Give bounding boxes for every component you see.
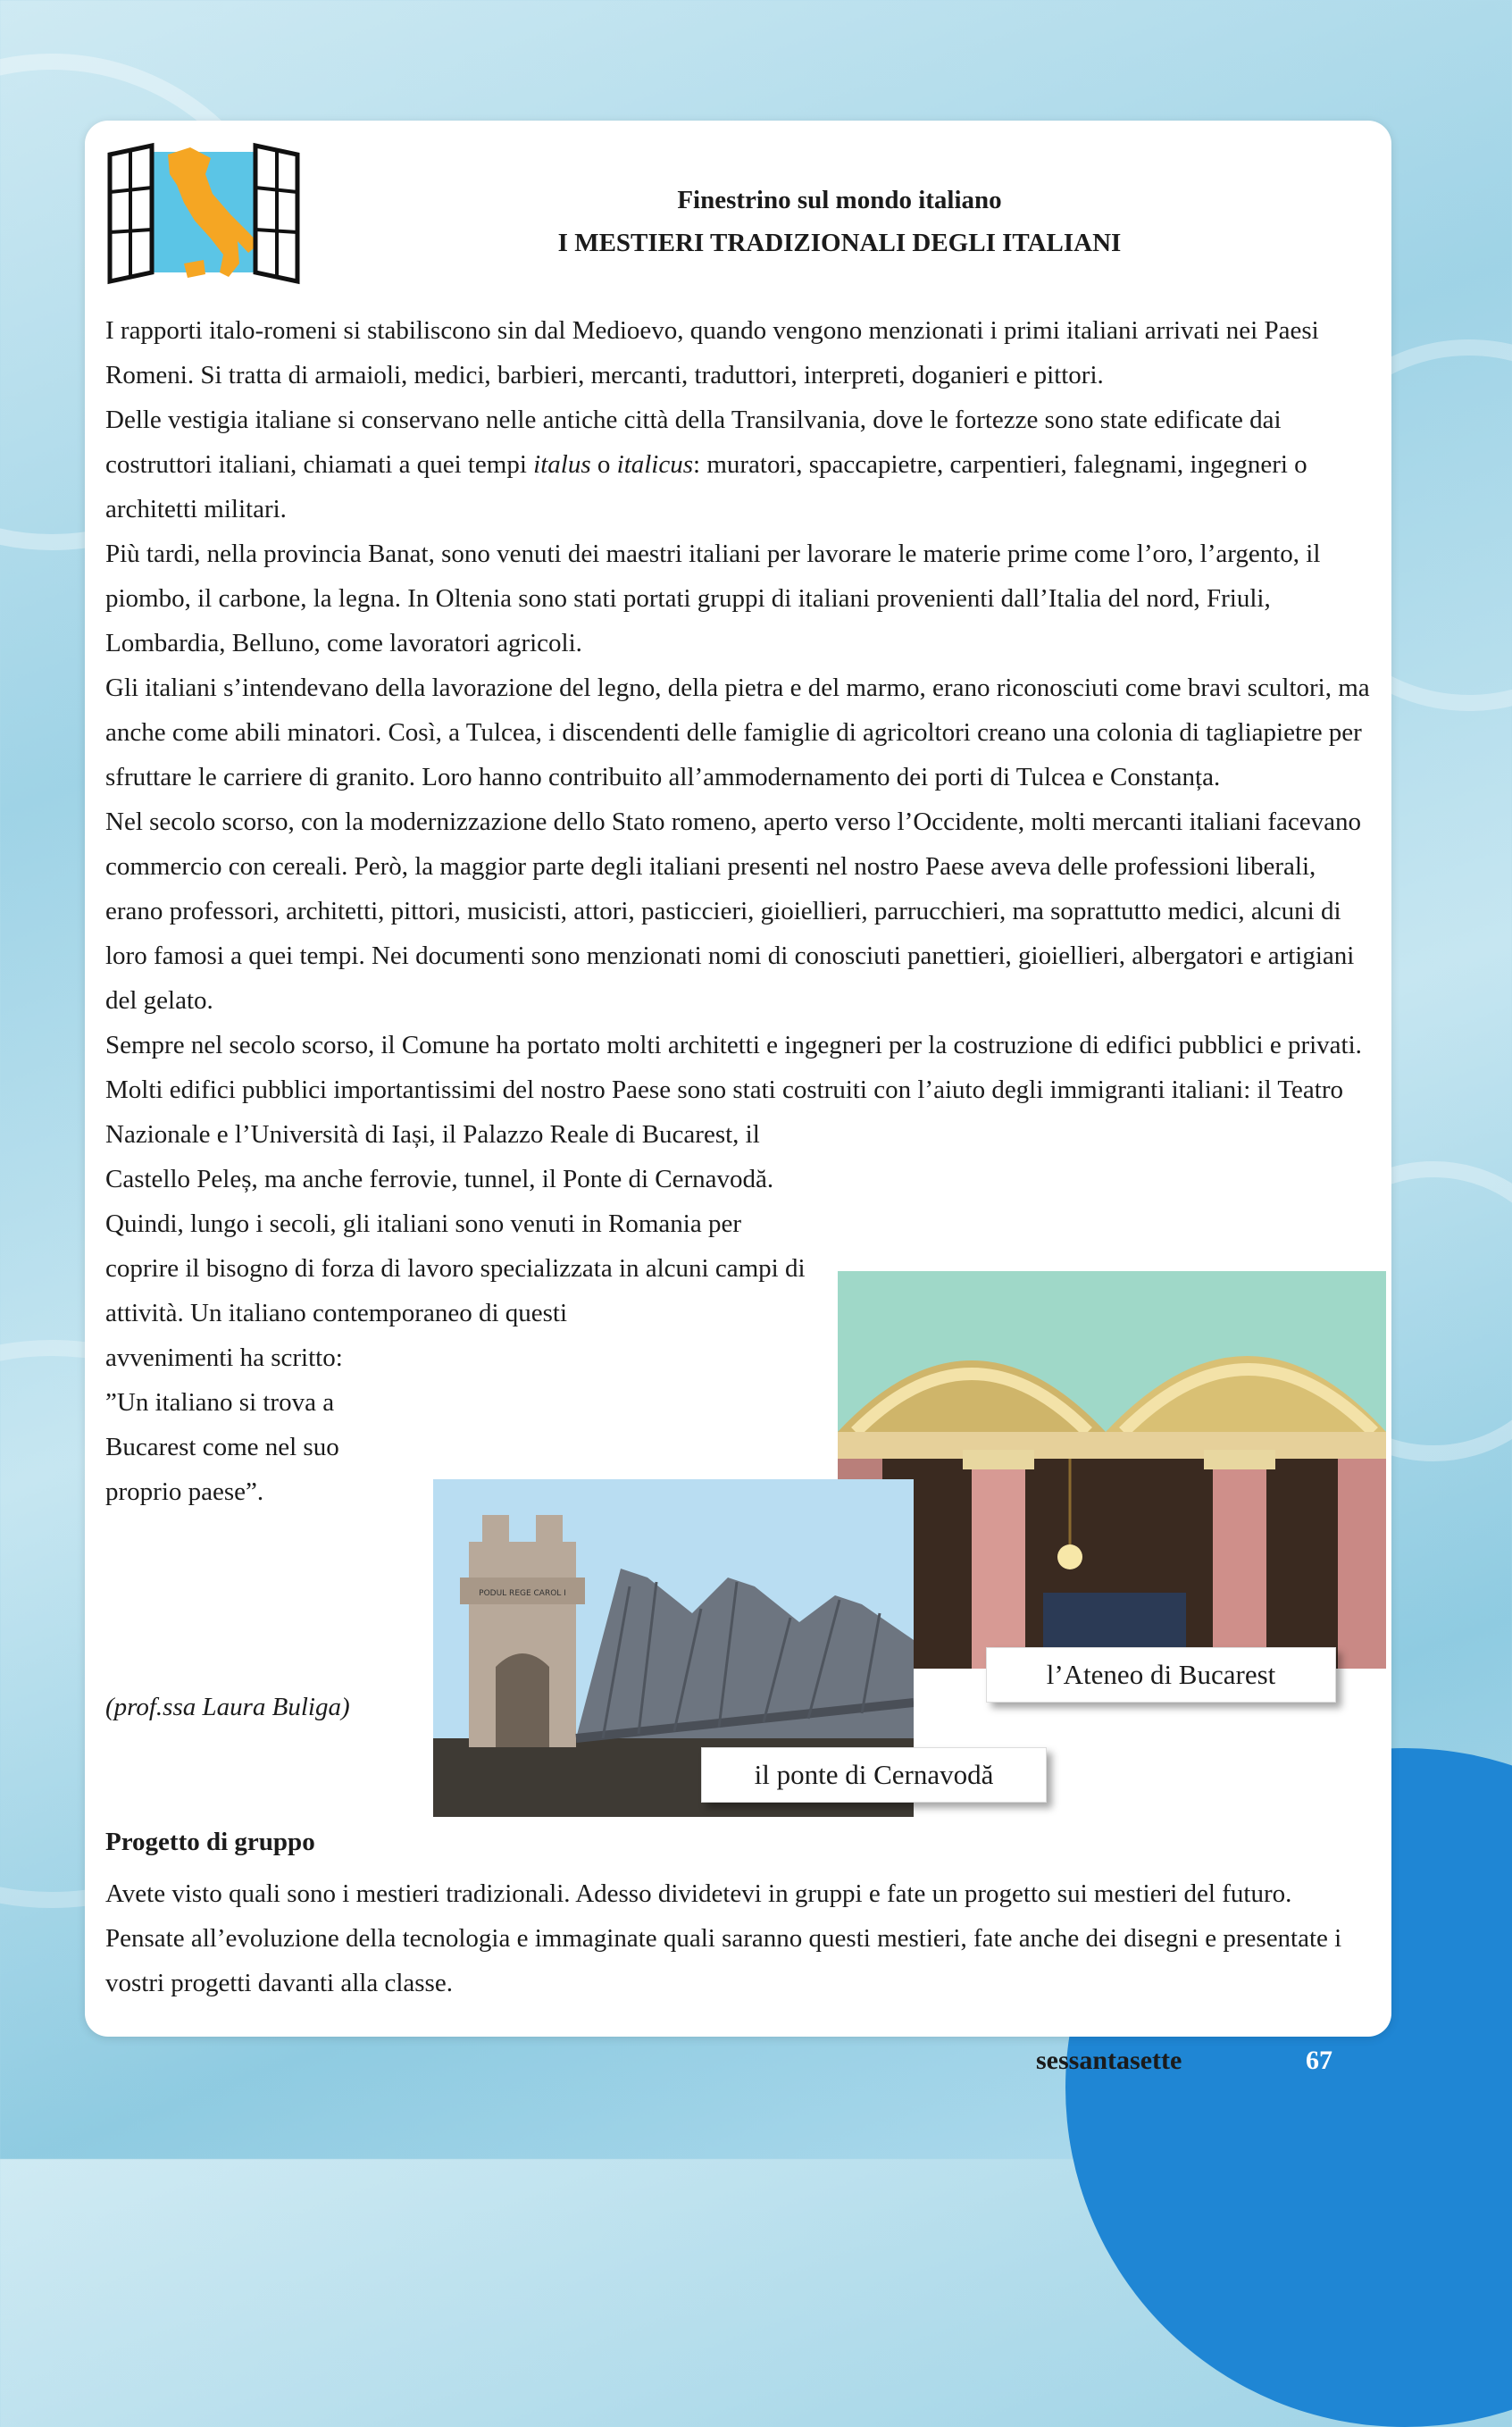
header-title: I MESTIERI TRADIZIONALI DEGLI ITALIANI [557, 229, 1122, 257]
project-title: Progetto di gruppo [105, 1828, 315, 1856]
paragraph: Nel secolo scorso, con la modernizzazione dello Stato romeno, aperto verso l’Occidente, molti mercanti italiani facevano commercio con cereali. Però, la maggior parte degli italiani presenti nel nostro Paese aveva delle professioni liberali, erano professori, architetti, pittori, musicisti, attori, pasticcieri, gioiellieri, parrucchieri, ma soprattutto medici, alcuni di loro famosi a quei tempi. Nei documenti sono menzionati nomi di conosciuti panettieri, gioiellieri, albergatori e artigiani del gelato. [105, 808, 1361, 1015]
ateneo-caption: l’Ateneo di Bucarest [986, 1647, 1336, 1703]
paragraph: Quindi, lungo i secoli, gli italiani sono venuti in Romania per coprire il bisogno di forza di lavoro specializzata in alcuni campi di attività. Un italiano contemporaneo di questi [105, 1209, 806, 1327]
page-number: 67 [1306, 2046, 1332, 2075]
paragraph: Più tardi, nella provincia Banat, sono venuti dei maestri italiani per lavorare le materie prime come l’oro, l’argento, il piombo, il carbone, la legna. In Oltenia sono stati portati gruppi di italiani provenienti dall’Italia del nord, Friuli, Lombardia, Belluno, come lavoratori agricoli. [105, 540, 1321, 657]
italy-window-icon [105, 138, 302, 295]
page-header [447, 179, 1232, 264]
header-subtitle: Finestrino sul mondo italiano [677, 186, 1002, 214]
paragraph: Delle vestigia italiane si conservano nelle antiche città della Transilvania, dove le fortezze sono state edificate dai costruttori italiani, chiamati a quei tempi italus o italicus: muratori, spaccapietre, carpentieri, falegnami, ingegneri o architetti militari. [105, 406, 1307, 523]
paragraph: Sempre nel secolo scorso, il Comune ha portato molti architetti e ingegneri per la costruzione di edifici pubblici e privati. Molti edifici pubblici importantissimi del nostro Paese sono stati costruiti con l’aiuto degli immigranti italiani: il Teatro Nazionale e l’Università di Iași, il Palazzo Reale di Bucarest, il [105, 1031, 1362, 1149]
paragraph: Gli italiani s’intendevano della lavorazione del legno, della pietra e del marmo, erano riconosciuti come bravi scultori, ma anche come abili minatori. Così, a Tulcea, i discendenti delle famiglie di agricoltori creano una colonia di tagliapietre per sfruttare le carriere di granito. Loro hanno contribuito all’ammodernamento dei porti di Tulcea e Constanța. [105, 674, 1370, 791]
bridge-caption: il ponte di Cernavodă [701, 1747, 1047, 1803]
quote: ”Un italiano si trova a Bucarest come nel suo proprio paese”. [105, 1388, 339, 1506]
ateneo-photo [838, 1271, 1386, 1669]
author-signature: (prof.ssa Laura Buliga) [105, 1693, 350, 1721]
paragraph: I rapporti italo-romeni si stabiliscono sin dal Medioevo, quando vengono menzionati i primi italiani arrivati nei Paesi Romeni. Si tratta di armaioli, medici, barbieri, mercanti, traduttori, interpreti, doganieri e pittori. [105, 316, 1319, 389]
bridge-sign-text: PODUL REGE CAROL I [479, 1589, 566, 1598]
paragraph: Castello Peleș, ma anche ferrovie, tunnel, il Ponte di Cernavodă. [105, 1165, 774, 1193]
paragraph: avvenimenti ha scritto: [105, 1343, 343, 1372]
project-text: Avete visto quali sono i mestieri tradizionali. Adesso dividetevi in gruppi e fate un progetto sui mestieri del futuro. Pensate all’evoluzione della tecnologia e immaginate quali saranno questi mestieri, fate anche dei disegni e presentate i vostri progetti davanti alla classe. [105, 1879, 1342, 1997]
latin-term: italicus [616, 450, 694, 479]
latin-term: italus [533, 450, 591, 479]
page-number-word: sessantasette [1036, 2046, 1182, 2075]
